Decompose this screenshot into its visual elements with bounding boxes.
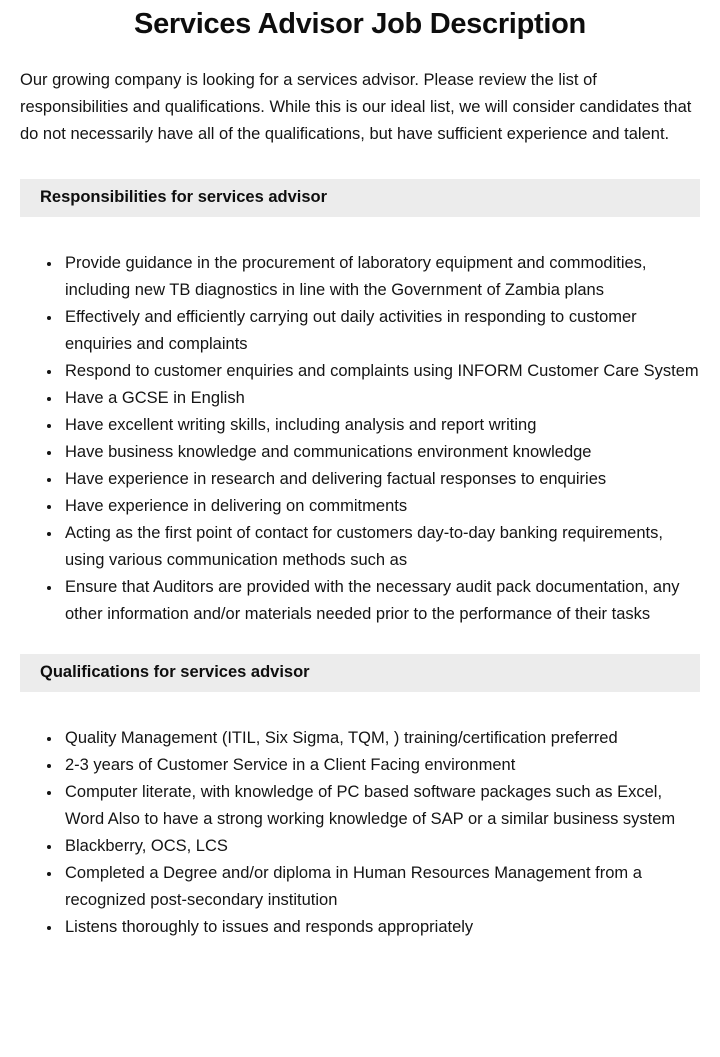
- list-item: • Blackberry, OCS, LCS: [62, 833, 700, 860]
- list-item: • Quality Management (ITIL, Six Sigma, TQM, ) training/certification preferred: [62, 725, 700, 752]
- list-item: • Have business knowledge and communications environment knowledge: [62, 439, 700, 466]
- section-heading-label: Responsibilities for services advisor: [40, 188, 328, 206]
- section-header-qualifications: [20, 654, 700, 692]
- list-item: • 2-3 years of Customer Service in a Client Facing environment: [62, 752, 700, 779]
- list-item: • Have excellent writing skills, including analysis and report writing: [62, 412, 700, 439]
- page-title: Services Advisor Job Description: [134, 8, 586, 40]
- bullet-list-responsibilities: [20, 250, 700, 628]
- list-item: • Provide guidance in the procurement of laboratory equipment and commodities, including new TB diagnostics in line with the Government of Zambia plans: [62, 250, 700, 304]
- list-item: • Respond to customer enquiries and complaints using INFORM Customer Care System: [62, 358, 700, 385]
- list-item: • Effectively and efficiently carrying out daily activities in responding to customer enquiries and complaints: [62, 304, 700, 358]
- list-item: • Ensure that Auditors are provided with the necessary audit pack documentation, any other information and/or materials needed prior to the performance of their tasks: [62, 574, 700, 628]
- list-item: • Have experience in research and delivering factual responses to enquiries: [62, 466, 700, 493]
- list-item: • Have experience in delivering on commitments: [62, 493, 700, 520]
- list-item: • Completed a Degree and/or diploma in Human Resources Management from a recognized post-secondary institution: [62, 860, 700, 914]
- list-item: • Listens thoroughly to issues and responds appropriately: [62, 914, 700, 941]
- list-item: • Computer literate, with knowledge of PC based software packages such as Excel, Word Also to have a strong working knowledge of SAP or a similar business system: [62, 779, 700, 833]
- section-header-responsibilities: [20, 179, 700, 217]
- bullet-list-qualifications: [20, 725, 700, 941]
- list-item: • Have a GCSE in English: [62, 385, 700, 412]
- section-heading-label: Qualifications for services advisor: [40, 663, 310, 681]
- list-item: • Acting as the first point of contact for customers day-to-day banking requirements, using various communication methods such as: [62, 520, 700, 574]
- intro-paragraph: Our growing company is looking for a services advisor. Please review the list of responsibilities and qualifications. While this is our ideal list, we will consider candidates that do not necessarily have all of the qualifications, but have sufficient experience and talent.: [20, 71, 692, 143]
